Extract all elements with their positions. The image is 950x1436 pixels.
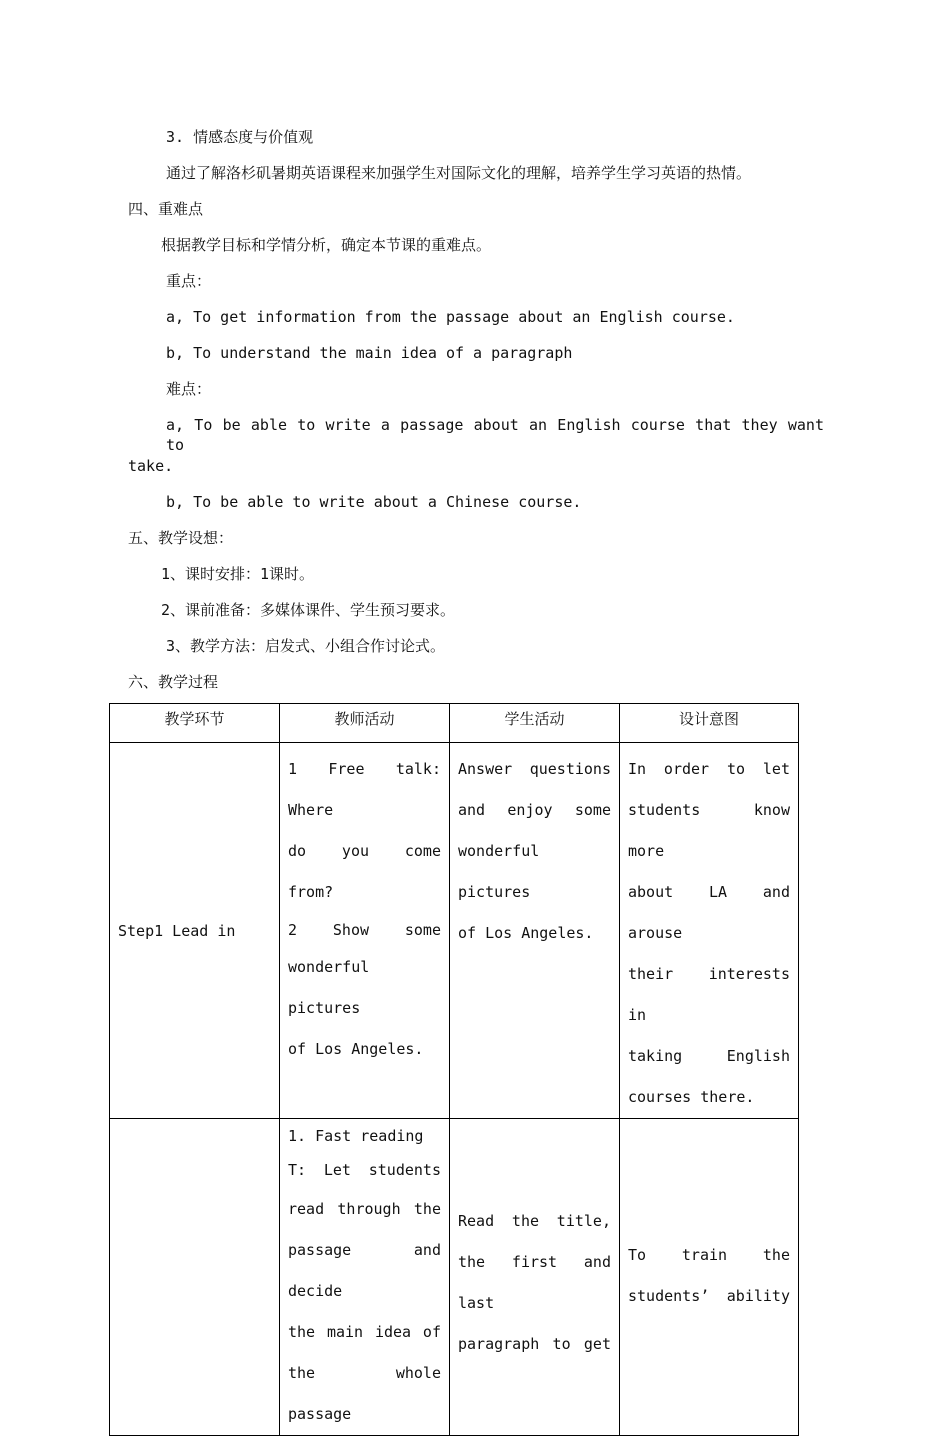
table-header-row — [110, 704, 799, 743]
key-points-label: 重点： — [166, 272, 212, 290]
row1-teacher-line: of Los Angeles. — [288, 1040, 424, 1058]
row2-teacher-line: the whole passage — [288, 1364, 441, 1423]
difficult-point-a-line2: take. — [128, 457, 174, 475]
section-5-item-1: 1、课时安排：1课时。 — [161, 565, 315, 583]
row2-student-line: paragraph to get — [458, 1335, 611, 1353]
row1-student-line: and enjoy some — [458, 801, 611, 819]
table-row — [110, 1119, 799, 1436]
row2-teacher-line: 1. Fast reading — [288, 1127, 424, 1145]
row1-student-line: Answer questions — [458, 760, 611, 778]
row2-teacher-line: passage and decide — [288, 1241, 441, 1300]
row1-purpose-line: In order to let — [628, 760, 790, 778]
difficult-point-b: b, To be able to write about a Chinese course. — [166, 493, 582, 511]
section-4-heading: 四、重难点 — [128, 200, 204, 218]
row1-purpose-line: about LA and arouse — [628, 883, 790, 942]
row2-step — [110, 1119, 280, 1436]
section-6-heading: 六、教学过程 — [128, 673, 219, 691]
row2-student-activity — [450, 1119, 620, 1436]
row2-student-line: the first and last — [458, 1253, 611, 1312]
difficult-points-label: 难点： — [166, 380, 212, 398]
row2-teacher-line: the main idea of — [288, 1323, 441, 1341]
section-5-item-2: 2、课前准备：多媒体课件、学生预习要求。 — [161, 601, 456, 619]
row1-purpose-line: students know more — [628, 801, 790, 860]
row1-student-line: wonderful pictures — [458, 842, 540, 901]
row1-design-purpose — [620, 743, 799, 1119]
row1-teacher-line: 2 Show some — [288, 921, 441, 939]
key-point-a: a, To get information from the passage about an English course. — [166, 308, 735, 326]
row1-purpose-line: their interests in — [628, 965, 790, 1024]
row1-step: Step1 Lead in — [110, 743, 280, 1119]
row1-student-line: of Los Angeles. — [458, 924, 594, 942]
row1-teacher-line: do you come from? — [288, 842, 441, 901]
header-design-purpose: 设计意图 — [620, 704, 799, 743]
section-3-heading: 3. 情感态度与价值观 — [166, 128, 314, 146]
row1-purpose-line: courses there. — [628, 1088, 755, 1106]
teaching-process-table — [109, 703, 799, 1436]
key-point-b: b, To understand the main idea of a paragraph — [166, 344, 573, 362]
section-4-intro: 根据教学目标和学情分析，确定本节课的重难点。 — [161, 236, 492, 254]
row2-purpose-line: To train the — [628, 1246, 790, 1264]
row1-purpose-line: taking English — [628, 1047, 790, 1065]
row2-teacher-line: read through the — [288, 1200, 441, 1218]
difficult-point-a-line1: a, To be able to write a passage about an English course that they want to — [166, 416, 824, 454]
header-teacher-activity: 教师活动 — [280, 704, 450, 743]
section-5-item-3: 3、教学方法：启发式、小组合作讨论式。 — [166, 637, 446, 655]
row1-student-activity — [450, 743, 620, 1119]
row2-purpose-line: students’ ability — [628, 1287, 790, 1305]
row1-teacher-activity — [280, 743, 450, 1119]
header-stage: 教学环节 — [110, 704, 280, 743]
header-student-activity: 学生活动 — [450, 704, 620, 743]
row1-teacher-line: wonderful pictures — [288, 958, 370, 1017]
row1-teacher-line: 1 Free talk: Where — [288, 760, 441, 819]
row2-design-purpose — [620, 1119, 799, 1436]
row2-student-line: Read the title, — [458, 1212, 611, 1230]
row2-teacher-activity — [280, 1119, 450, 1436]
row2-teacher-line: T: Let students — [288, 1161, 441, 1179]
section-5-heading: 五、教学设想： — [128, 529, 234, 547]
section-3-text: 通过了解洛杉矶暑期英语课程来加强学生对国际文化的理解，培养学生学习英语的热情。 — [166, 164, 752, 182]
table-row — [110, 743, 799, 1119]
